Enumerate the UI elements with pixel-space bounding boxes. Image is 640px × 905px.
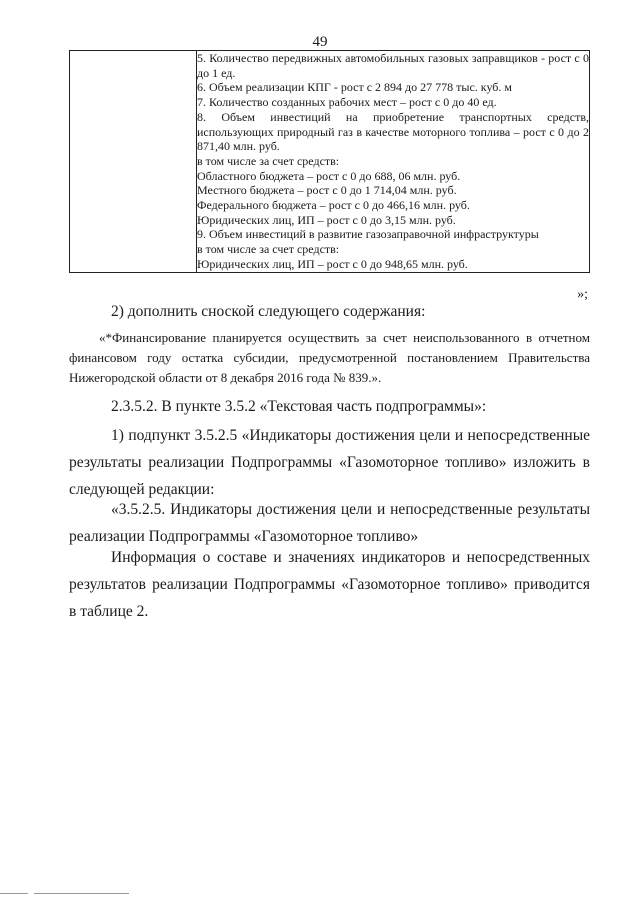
indicator-line: Юридических лиц, ИП – рост с 0 до 948,65 млн. руб. <box>197 256 468 271</box>
footnote-intro: 2) дополнить сноской следующего содержания: <box>111 303 426 320</box>
table-cell-indicators <box>197 51 590 273</box>
page-number: 49 <box>312 34 328 50</box>
indicator-line: Местного бюджета – рост с 0 до 1 714,04 млн. руб. <box>197 183 457 198</box>
footnote-text: «*Финансирование планируется осуществить за счет неиспользованного в отчетном финансовом году остатка субсидии, предусмотренной постановлением Правительства Нижегородской области от 8 декабря 2016 года № 839.». <box>69 330 590 385</box>
scan-mark <box>0 893 28 894</box>
indicator-line: в том числе за счет средств: <box>197 153 340 168</box>
section-intro: 2.3.5.2. В пункте 3.5.2 «Текстовая часть подпрограммы»: <box>111 398 487 415</box>
subpoint-paragraph: 1) подпункт 3.5.2.5 «Индикаторы достижения цели и непосредственные результаты реализации Подпрограммы «Газомоторное топливо» изложить в следующей редакции: <box>69 427 590 498</box>
indicator-line: 7. Количество созданных рабочих мест – рост с 0 до 40 ед. <box>197 95 497 110</box>
indicator-line: Федерального бюджета – рост с 0 до 466,16 млн. руб. <box>197 198 470 213</box>
indicator-line: 5. Количество передвижных автомобильных газовых заправщиков - рост с 0 до 1 ед. <box>197 51 589 80</box>
indicator-line: Областного бюджета – рост с 0 до 688, 06 млн. руб. <box>197 168 461 183</box>
closing-quote: »; <box>577 287 588 302</box>
bottom-scan-marks <box>0 893 640 895</box>
indicator-line: 9. Объем инвестиций в развитие газозаправочной инфраструктуры <box>197 227 539 242</box>
table-row <box>70 51 590 273</box>
table-cell-empty <box>70 51 197 273</box>
new-text-heading: «3.5.2.5. Индикаторы достижения цели и непосредственные результаты реализации Подпрограммы «Газомоторное топливо» <box>69 501 590 545</box>
scan-mark <box>34 893 129 894</box>
indicator-line: Юридических лиц, ИП – рост с 0 до 3,15 млн. руб. <box>197 212 456 227</box>
info-paragraph: Информация о составе и значениях индикаторов и непосредственных результатов реализации Подпрограммы «Газомоторное топливо» приводится в таблице 2. <box>69 549 590 620</box>
indicator-line: 6. Объем реализации КПГ - рост с 2 894 до 27 778 тыс. куб. м <box>197 80 512 95</box>
indicators-table <box>69 50 590 273</box>
indicator-line: 8. Объем инвестиций на приобретение транспортных средств, использующих природный газ в качестве моторного топлива – рост с 0 до 2 871,40 млн. руб. <box>197 109 589 154</box>
indicator-line: в том числе за счет средств: <box>197 242 340 257</box>
